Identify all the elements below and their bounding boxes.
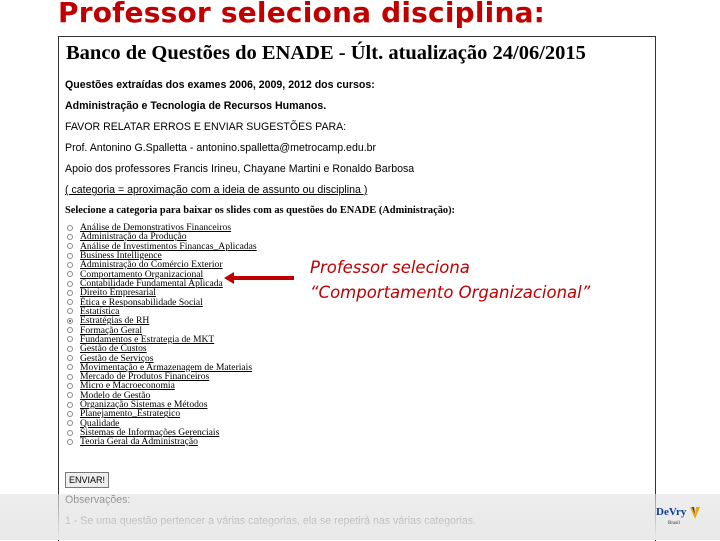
radio-button[interactable] (67, 364, 73, 370)
exams-text: Questões extraídas dos exames 2006, 2009, 2012 dos cursos: (65, 79, 375, 91)
radio-button[interactable] (67, 336, 73, 342)
category-label[interactable]: Análise de Demonstrativos Financeiros (80, 222, 232, 234)
support-text: Apoio dos professores Francis Irineu, Chayane Martini e Ronaldo Barbosa (65, 163, 415, 175)
radio-button[interactable] (67, 318, 73, 324)
category-label[interactable]: Mercado de Produtos Financeiros (80, 371, 210, 383)
category-label[interactable]: Organização Sistemas e Métodos (80, 399, 208, 411)
courses-text: Administração e Tecnologia de Recursos Humanos. (65, 100, 327, 112)
page-title: Banco de Questões do ENADE - Últ. atualização 24/06/2015 (66, 42, 586, 64)
select-prompt: Selecione a categoria para baixar os slides com as questões do ENADE (Administração): (65, 205, 456, 216)
category-label[interactable]: Business Intelligence (80, 250, 162, 262)
radio-button[interactable] (67, 243, 73, 249)
radio-button[interactable] (67, 420, 73, 426)
category-label[interactable]: Planejamento_Estrategico (80, 408, 181, 420)
category-note-link[interactable]: ( categoria = aproximação com a ideia de assunto ou disciplina ) (65, 184, 368, 196)
radio-button[interactable] (67, 290, 73, 296)
category-label[interactable]: Estatística (80, 305, 120, 317)
callout (310, 255, 590, 305)
slide-title: Professor seleciona disciplina: (58, 0, 546, 29)
radio-button[interactable] (67, 411, 73, 417)
logo-name: DeVry (656, 506, 687, 518)
category-label[interactable]: Contabilidade Fundamental Aplicada (80, 278, 223, 290)
category-label[interactable]: Micro e Macroeconomia (80, 380, 175, 392)
category-label[interactable]: Ética e Responsabilidade Social (80, 296, 203, 308)
callout-line-1: Professor seleciona (310, 258, 470, 277)
devry-logo (654, 505, 702, 535)
radio-button[interactable] (67, 271, 73, 277)
radio-button[interactable] (67, 262, 73, 268)
radio-button[interactable] (67, 281, 73, 287)
radio-button[interactable] (67, 374, 73, 380)
contact-text: Prof. Antonino G.Spalletta - antonino.spalletta@metrocamp.edu.br (65, 142, 377, 154)
category-label[interactable]: Comportamento Organizacional (80, 268, 204, 280)
radio-button[interactable] (67, 439, 73, 445)
category-label[interactable]: Modelo de Gestão (80, 389, 151, 401)
logo-sub: Brasil (668, 521, 680, 526)
submit-button[interactable]: ENVIAR! (65, 472, 109, 488)
category-label[interactable]: Administração da Produção (80, 231, 187, 243)
category-label[interactable]: Sistemas de Informações Gerenciais (80, 427, 220, 439)
category-option[interactable] (67, 344, 257, 353)
category-label[interactable]: Teoria Geral da Administração (80, 436, 198, 448)
radio-button[interactable] (67, 392, 73, 398)
radio-button[interactable] (67, 430, 73, 436)
radio-button[interactable] (67, 346, 73, 352)
category-option[interactable] (67, 437, 257, 446)
category-label[interactable]: Direito Empresarial (80, 287, 156, 299)
radio-button[interactable] (67, 355, 73, 361)
category-label[interactable]: Estratégias de RH (80, 315, 150, 327)
category-radio-list (67, 223, 257, 447)
category-label[interactable]: Análise de Investimentos Financas_Aplicadas (80, 240, 257, 252)
category-label[interactable]: Formação Geral (80, 324, 143, 336)
radio-button[interactable] (67, 253, 73, 259)
category-label[interactable]: Qualidade (80, 417, 120, 429)
radio-button[interactable] (67, 299, 73, 305)
category-label[interactable]: Administração do Comércio Exterior (80, 259, 223, 271)
category-label[interactable]: Gestão de Serviços (80, 352, 154, 364)
footer-strip (0, 494, 720, 540)
callout-line-2: “Comportamento Organizacional” (310, 283, 591, 302)
radio-button[interactable] (67, 402, 73, 408)
logo-mark-icon (690, 507, 700, 519)
arrow-left-icon (224, 271, 294, 285)
radio-button[interactable] (67, 308, 73, 314)
category-label[interactable]: Movimentação e Armazenagem de Materiais (80, 361, 253, 373)
category-label[interactable]: Gestão de Custos (80, 343, 147, 355)
radio-button[interactable] (67, 225, 73, 231)
radio-button[interactable] (67, 383, 73, 389)
category-label[interactable]: Fundamentos e Estrategia de MKT (80, 333, 215, 345)
radio-button[interactable] (67, 327, 73, 333)
radio-button[interactable] (67, 234, 73, 240)
report-text: FAVOR RELATAR ERROS E ENVIAR SUGESTÕES PARA: (65, 121, 347, 133)
